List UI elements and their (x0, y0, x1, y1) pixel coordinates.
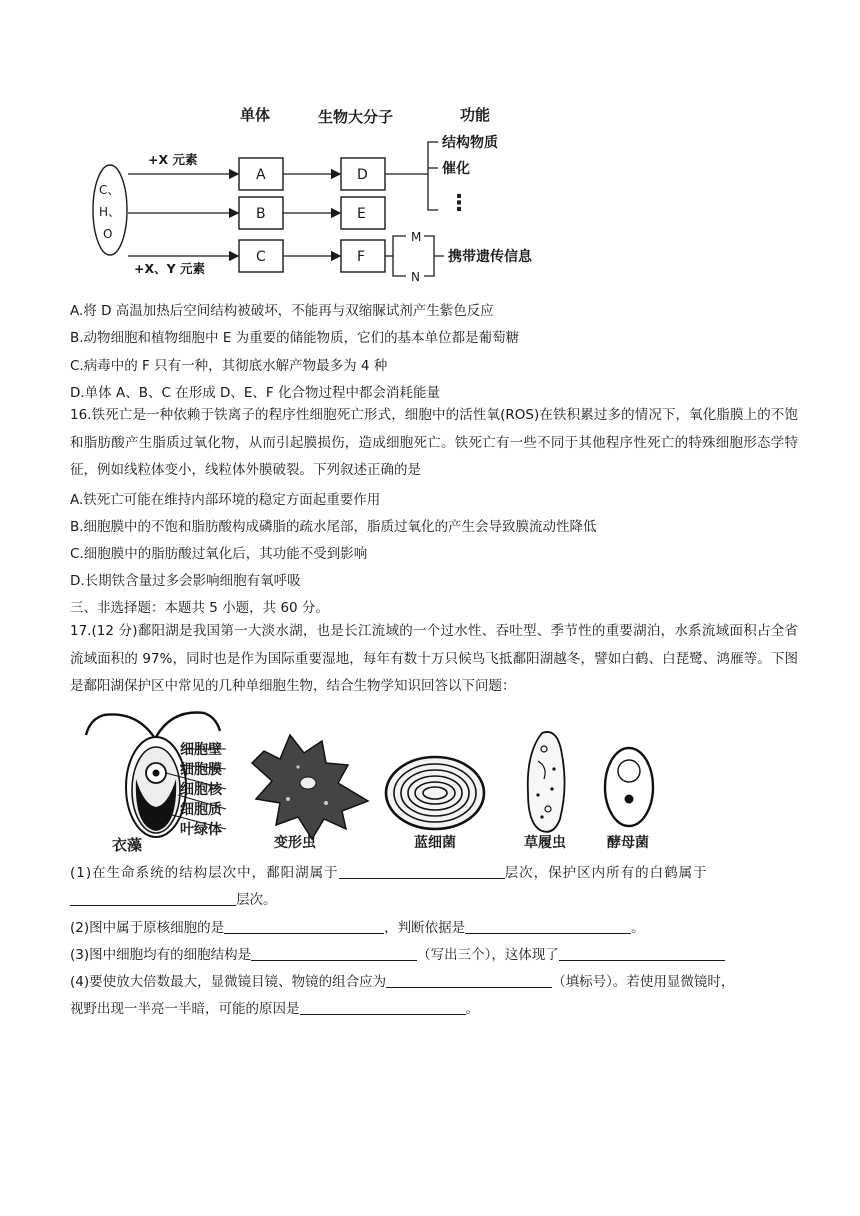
q15-option-b: B.动物细胞和植物细胞中 E 为重要的储能物质，它们的基本单位都是葡萄糖 (70, 330, 520, 346)
q16-option-a: A.铁死亡可能在维持内部环境的稳定方面起重要作用 (70, 492, 381, 508)
label-cell-membrane: 细胞膜 (180, 762, 222, 778)
q17-sub1-line2 (70, 890, 800, 910)
amoeba-illustration (252, 735, 368, 839)
sub-n: N (411, 270, 420, 284)
organism-amoeba: 变形虫 (274, 835, 316, 851)
paramecium-illustration (528, 732, 565, 832)
label-cytoplasm: 细胞质 (180, 802, 222, 818)
q17-sub2-text-c: 。 (631, 920, 645, 936)
function-bracket (428, 142, 438, 210)
mn-bracket (393, 236, 406, 276)
q17-sub3 (70, 945, 800, 965)
answer-blank-8[interactable] (300, 1000, 466, 1015)
column-monomer: 单体 (240, 106, 271, 124)
genetic-bracket (424, 236, 444, 276)
element-h: H、 (99, 205, 121, 219)
q17-sub1-line1 (70, 863, 800, 883)
q17-sub4-text-a: (4)要使放大倍数最大，显微镜目镜、物镜的组合应为 (70, 974, 387, 990)
answer-blank-3[interactable] (224, 919, 384, 934)
element-c: C、 (99, 183, 120, 197)
label-chloroplast: 叶绿体 (180, 822, 222, 838)
q17-sub1-text-b: 层次，保护区内所有的白鹤属于 (504, 865, 708, 881)
answer-blank-2[interactable] (70, 891, 236, 906)
q17-sub4-text-c: 视野出现一半亮一半暗，可能的原因是 (70, 1001, 300, 1017)
biomolecule-diagram (88, 98, 578, 294)
organism-chlamydomonas: 衣藻 (112, 836, 143, 854)
function-catalysis: 催化 (442, 161, 470, 177)
sub-m: M (411, 230, 422, 244)
macro-d: D (357, 167, 368, 183)
q17-stem: 17.(12 分)鄱阳湖是我国第一大淡水湖，也是长江流域的一个过水性、吞吐型、季节性的重要湖泊，水系流域面积占全省流域面积的 97%，同时也是作为国际重要湿地，每年有数十万只候鸟飞抵鄱阳湖越冬，譬如白鹤、白琵鹭、鸿雁等。下图是鄱阳湖保护区中常见的几种单细胞生物，结合生物学知识回答以下问题： (70, 623, 798, 694)
function-dots: ⋮ (448, 191, 470, 216)
q16-stem: 16.铁死亡是一种依赖于铁离子的程序性细胞死亡形式，细胞中的活性氧(ROS)在铁积累过多的情况下，氧化脂膜上的不饱和脂肪酸产生脂质过氧化物，从而引起膜损伤，造成细胞死亡。铁死亡有一些不同于其他程序性死亡的特殊细胞形态学特征，例如线粒体变小，线粒体外膜破裂。下列叙述正确的是 (70, 407, 798, 478)
q17-sub2 (70, 918, 800, 938)
q16-option-b: B.细胞膜中的不饱和脂肪酸构成磷脂的疏水尾部，脂质过氧化的产生会导致膜流动性降低 (70, 519, 597, 535)
answer-blank-1[interactable] (339, 864, 505, 879)
q17-sub3-text-b: （写出三个），这体现了 (417, 947, 559, 963)
monomer-b: B (256, 206, 266, 222)
organism-yeast: 酵母菌 (607, 835, 649, 851)
q17-sub4-line2 (70, 999, 800, 1019)
label-cell-wall: 细胞壁 (180, 742, 222, 758)
answer-blank-7[interactable] (386, 973, 552, 988)
function-structure: 结构物质 (442, 135, 498, 151)
answer-blank-6[interactable] (559, 946, 725, 961)
yeast-illustration (605, 748, 653, 826)
q17-sub1-text-c: 层次。 (236, 892, 277, 908)
answer-blank-4[interactable] (465, 919, 631, 934)
answer-blank-5[interactable] (251, 946, 417, 961)
organism-paramecium: 草履虫 (524, 835, 566, 851)
q15-option-c: C.病毒中的 F 只有一种，其彻底水解产物最多为 4 种 (70, 358, 388, 374)
xy-element-label: +X、Y 元素 (134, 261, 206, 276)
q17-sub1-text-a: (1)在生命系统的结构层次中，鄱阳湖属于 (70, 865, 339, 881)
q17-sub4-text-b: （填标号）。若使用显微镜时， (552, 974, 735, 990)
q16-option-c: C.细胞膜中的脂肪酸过氧化后，其功能不受到影响 (70, 546, 368, 562)
section-heading: 三、非选择题：本题共 5 小题，共 60 分。 (70, 600, 329, 616)
monomer-a: A (256, 167, 266, 183)
organism-cyanobacteria: 蓝细菌 (414, 835, 456, 851)
q17-sub2-text-a: (2)图中属于原核细胞的是 (70, 920, 225, 936)
label-nucleus: 细胞核 (180, 782, 222, 798)
element-o: O (103, 227, 113, 241)
q17-sub2-text-b: ，判断依据是 (384, 920, 466, 936)
macro-f: F (357, 249, 366, 265)
q17-sub3-text-a: (3)图中细胞均有的细胞结构是 (70, 947, 252, 963)
q15-option-a: A.将 D 高温加热后空间结构被破坏，不能再与双缩脲试剂产生紫色反应 (70, 303, 494, 319)
cyanobacteria-illustration (386, 757, 484, 829)
q15-option-d: D.单体 A、B、C 在形成 D、E、F 化合物过程中都会消耗能量 (70, 385, 440, 401)
q16-option-d: D.长期铁含量过多会影响细胞有氧呼吸 (70, 573, 301, 589)
organisms-figure (76, 707, 666, 857)
monomer-c: C (256, 249, 266, 265)
function-genetic: 携带遗传信息 (448, 249, 532, 265)
q17-sub4-line1 (70, 972, 800, 992)
q17-sub4-text-d: 。 (465, 1001, 479, 1017)
column-function: 功能 (460, 106, 491, 124)
x-element-label: +X 元素 (148, 152, 198, 167)
macro-e: E (357, 206, 366, 222)
column-macromolecule: 生物大分子 (318, 108, 394, 126)
